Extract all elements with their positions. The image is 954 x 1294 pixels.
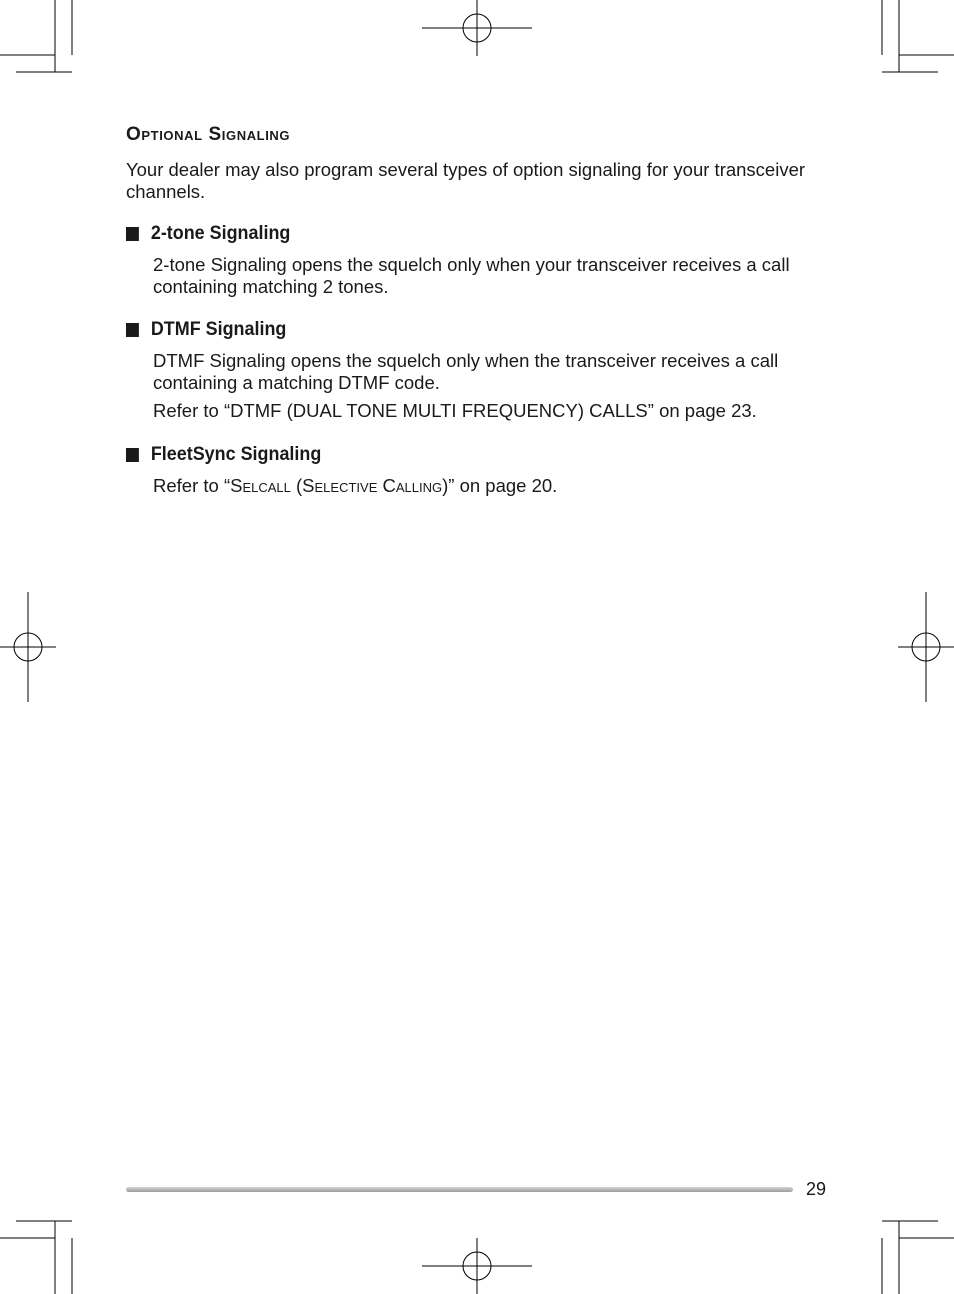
- page-number: 29: [806, 1179, 827, 1199]
- section-title: Optional Signaling: [126, 124, 291, 145]
- paragraph-2-tone: 2-tone Signaling opens the squelch only when your transceiver receives a call containing matching 2 tones.: [153, 254, 790, 297]
- subsection-heading-fleetsync: [126, 443, 321, 466]
- reference-suffix: ” on page 20.: [448, 475, 558, 496]
- reference-prefix: Refer to “: [153, 475, 231, 496]
- intro-paragraph: Your dealer may also program several types of option signaling for your transceiver channels.: [126, 159, 806, 202]
- paragraph-dtmf: DTMF Signaling opens the squelch only when the transceiver receives a call containing a matching DTMF code.: [153, 350, 779, 393]
- square-bullet-icon: [126, 323, 139, 337]
- subsection-heading-2-tone: [126, 222, 290, 245]
- square-bullet-icon: [126, 448, 139, 462]
- reference-title: Selcall (Selective Calling): [230, 475, 449, 496]
- paragraph-fleetsync-reference: [153, 475, 833, 497]
- footer-rule: [126, 1187, 793, 1192]
- subsection-heading-text: DTMF Signaling: [150, 318, 287, 340]
- subsection-heading-text: 2-tone Signaling: [150, 222, 291, 244]
- paragraph-dtmf-reference: Refer to “DTMF (DUAL TONE MULTI FREQUENCY) CALLS” on page 23.: [153, 400, 757, 421]
- subsection-heading-text: FleetSync Signaling: [150, 443, 322, 465]
- subsection-heading-dtmf: [126, 318, 286, 341]
- square-bullet-icon: [126, 227, 139, 241]
